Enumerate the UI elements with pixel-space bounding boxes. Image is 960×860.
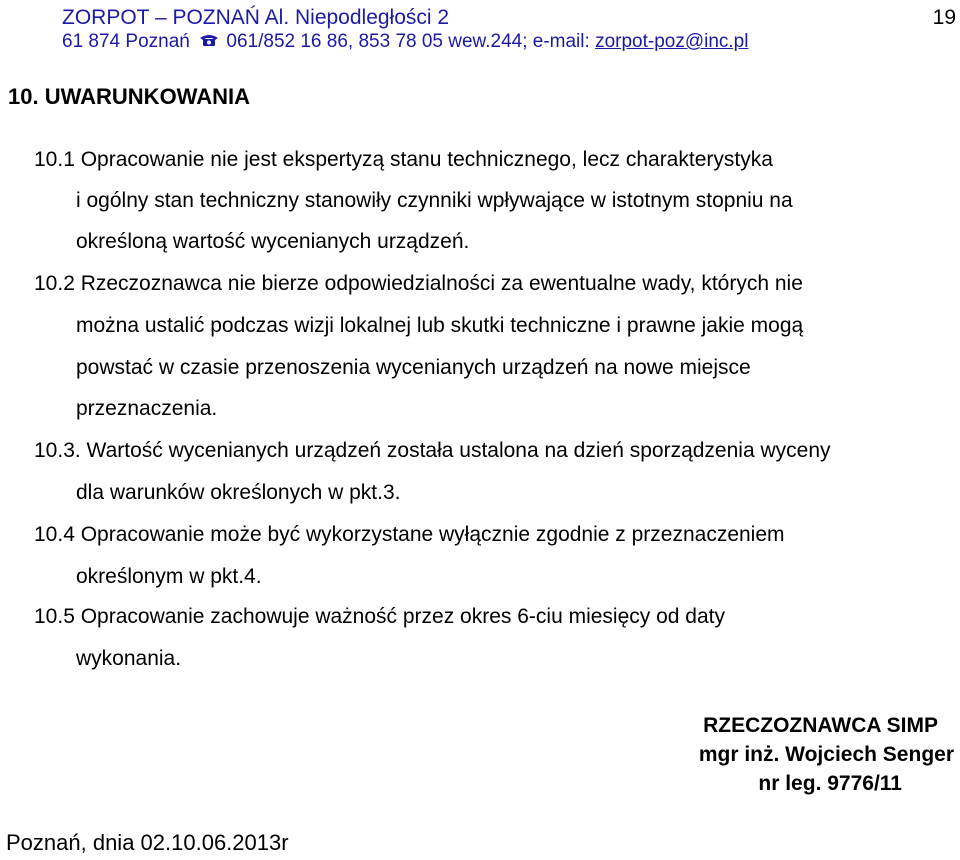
paragraph-line: 10.3. Wartość wycenianych urządzeń została ustalona na dzień sporządzenia wyceny — [34, 439, 831, 462]
telephone-icon — [199, 31, 219, 53]
place-date: Poznań, dnia 02.10.06.2013r — [6, 830, 289, 855]
paragraph-line: dla warunków określonych w pkt.3. — [76, 481, 401, 504]
address: 61 874 Poznań — [62, 31, 190, 52]
paragraph-line: wykonania. — [76, 647, 182, 670]
section-title: 10. UWARUNKOWANIA — [8, 84, 251, 109]
paragraph-line: 10.5 Opracowanie zachowuje ważność przez okres 6-ciu miesięcy od daty — [34, 605, 726, 628]
signature-license: nr leg. 9776/11 — [758, 772, 902, 795]
signature-name: mgr inż. Wojciech Senger — [698, 743, 954, 766]
paragraph-line: i ogólny stan techniczny stanowiły czynniki wpływające w istotnym stopniu na — [76, 189, 793, 212]
signature-title: RZECZOZNAWCA SIMP — [703, 714, 938, 737]
paragraph-line: określoną wartość wycenianych urządzeń. — [76, 230, 470, 253]
paragraph-line: powstać w czasie przenoszenia wycenianych urządzeń na nowe miejsce — [76, 356, 751, 379]
paragraph-line: określonym w pkt.4. — [76, 565, 262, 588]
email-link[interactable]: zorpot-poz@inc.pl — [595, 31, 749, 52]
phone-numbers: 061/852 16 86, 853 78 05 wew.244; e-mail: — [226, 31, 590, 52]
paragraph-line: 10.1 Opracowanie nie jest ekspertyzą stanu technicznego, lecz charakterystyka — [34, 148, 773, 171]
page-number: 19 — [932, 6, 956, 29]
paragraph-line: przeznaczenia. — [76, 397, 218, 420]
paragraph-line: 10.2 Rzeczoznawca nie bierze odpowiedzialności za ewentualne wady, których nie — [34, 272, 803, 295]
paragraph-line: można ustalić podczas wizji lokalnej lub skutki techniczne i prawne jakie mogą — [76, 314, 804, 337]
contact-line — [62, 31, 748, 53]
paragraph-line: 10.4 Opracowanie może być wykorzystane wyłącznie zgodnie z przeznaczeniem — [34, 523, 785, 546]
company-header: ZORPOT – POZNAŃ Al. Niepodległości 2 — [62, 6, 450, 29]
